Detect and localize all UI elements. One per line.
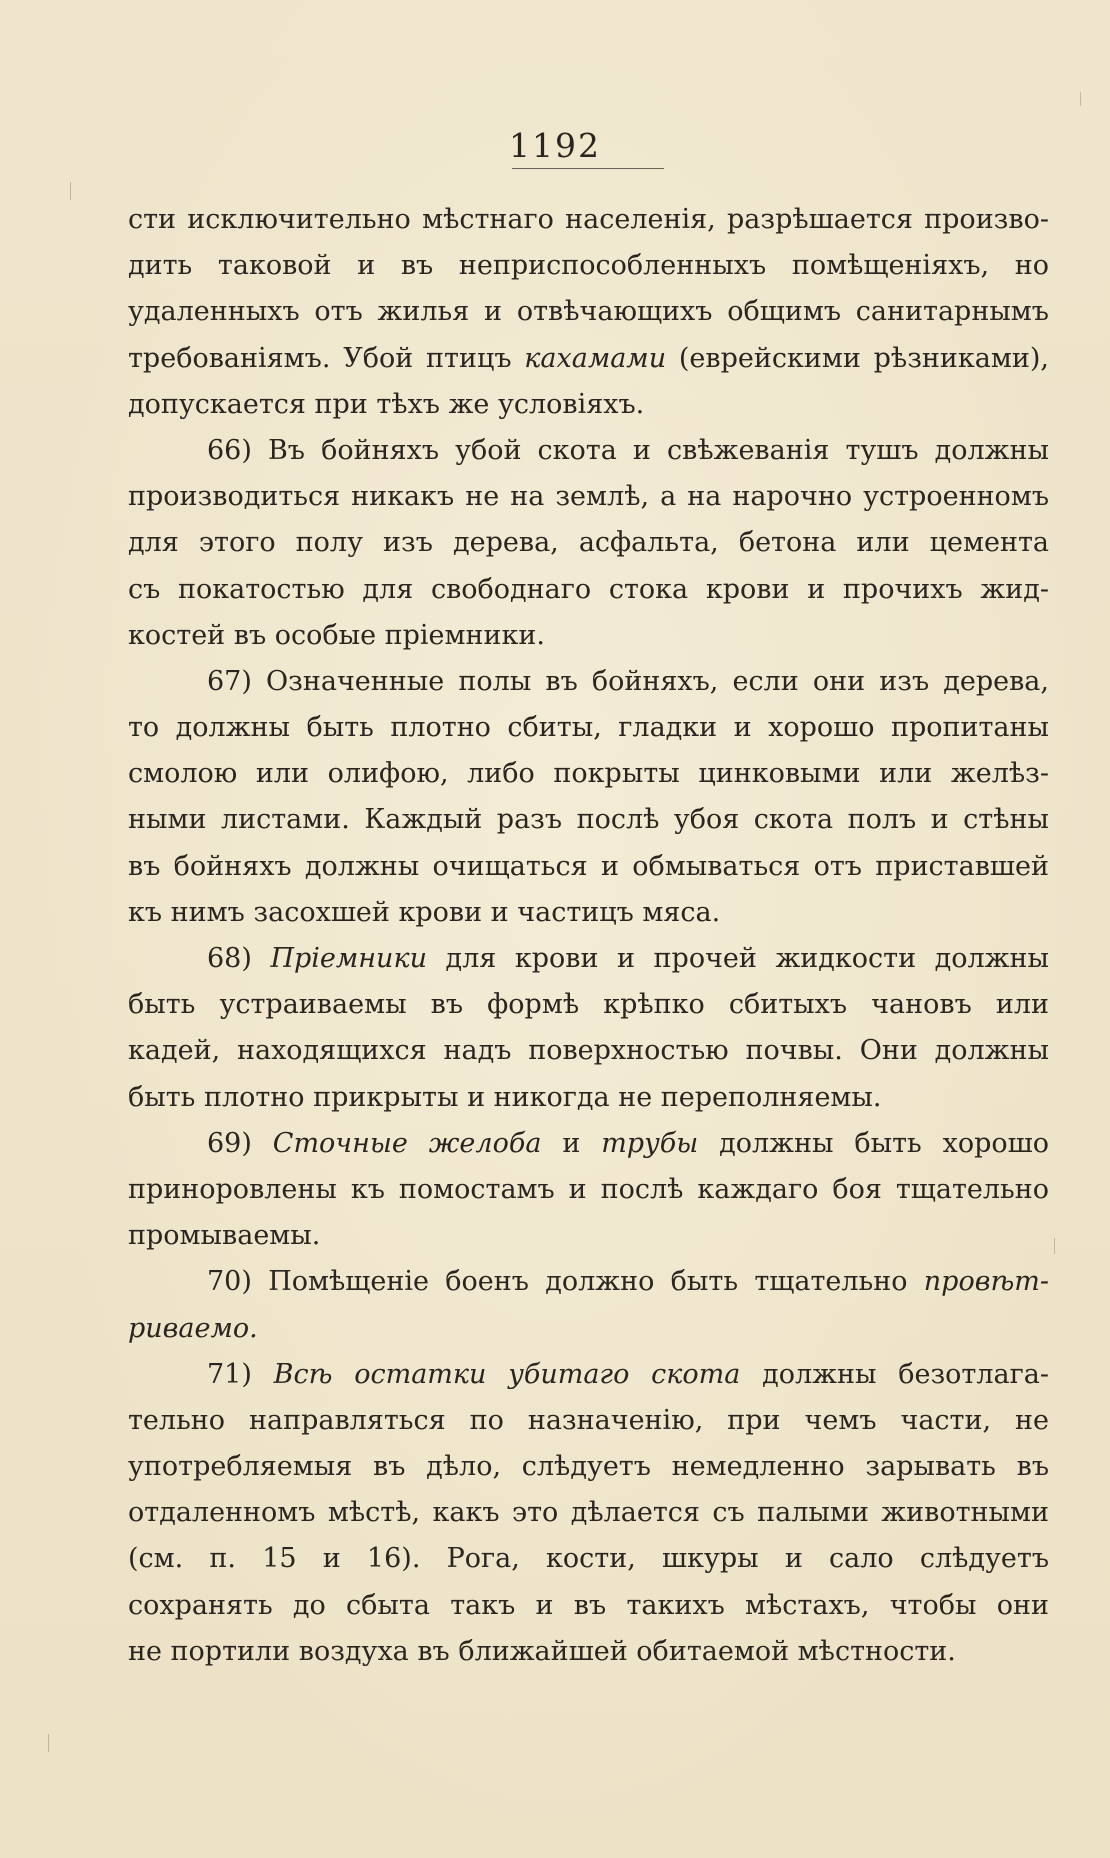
text-segment: тельно направляться по назначенію, при чемъ части, не [128,1404,1049,1436]
text-line [128,659,1049,705]
text-line [128,243,1049,289]
text-segment: 70) Помѣщеніе боенъ должно быть тщательно [207,1266,924,1298]
text-segment: сохранять до сбыта такъ и въ такихъ мѣстахъ, чтобы они [128,1589,1049,1621]
text-line [128,1490,1049,1536]
text-segment: 71) [207,1358,274,1390]
text-line [128,844,1049,890]
text-line [128,289,1049,335]
text-segment: быть устраиваемы въ формѣ крѣпко сбитыхъ чановъ или [128,989,1049,1021]
text-segment: удаленныхъ отъ жилья и отвѣчающихъ общимъ санитарнымъ [128,296,1049,328]
text-segment: смолою или олифою, либо покрыты цинковыми или желѣз- [128,758,1049,790]
text-line [128,936,1049,982]
italic-text: Сточные желоба [272,1127,542,1159]
text-segment: къ нимъ засохшей крови и частицъ мяса. [128,896,721,928]
text-segment: то должны быть плотно сбиты, гладки и хорошо пропитаны [128,712,1049,744]
page-number: 1192 [509,126,601,165]
text-line [128,1259,1049,1305]
text-segment: должны быть хорошо [698,1127,1049,1159]
text-line [128,474,1049,520]
text-segment: для крови и прочей жидкости должны [426,943,1049,974]
text-segment: костей въ особые пріемники. [128,619,545,651]
text-segment: употребляемыя въ дѣло, слѣдуетъ немедленно зарывать въ [128,1451,1049,1483]
text-segment: не портили воздуха въ ближайшей обитаемой мѣстности. [128,1635,956,1667]
italic-text: риваемо. [128,1312,258,1344]
text-line [128,1213,1049,1259]
text-line [128,1629,1049,1675]
text-segment: приноровлены къ помостамъ и послѣ каждаго боя тщательно [128,1173,1049,1205]
text-line [128,890,1049,936]
text-line [128,1398,1049,1444]
text-line [128,613,1049,659]
italic-text: трубы [601,1127,699,1159]
paper-mark [48,1734,49,1752]
text-segment: для этого полу изъ дерева, асфальта, бетона или цемента [128,527,1049,559]
italic-text: Всѣ остатки убитаго скота [273,1358,741,1390]
text-line [128,197,1049,243]
text-segment: быть плотно прикрыты и никогда не переполняемы. [128,1081,882,1113]
text-line [128,1583,1049,1629]
text-segment: въ бойняхъ должны очищаться и обмываться отъ приставшей [128,850,1049,882]
text-line [128,751,1049,797]
text-line [128,567,1049,613]
text-segment: (см. п. 15 и 16). Рога, кости, шкуры и сало слѣдуетъ [128,1543,1049,1575]
text-line [128,982,1049,1028]
text-segment: 67) Означенные полы въ бойняхъ, если они изъ дерева, [207,665,1049,697]
text-segment: промываемы. [128,1220,321,1252]
paper-mark [1080,92,1081,106]
paper-mark [70,182,71,200]
text-segment: 69) [207,1127,273,1159]
header-rule [512,168,664,169]
text-segment: производиться никакъ не на землѣ, а на нарочно устроенномъ [128,481,1049,513]
text-line [128,797,1049,843]
text-segment: дить таковой и въ неприспособленныхъ помѣщеніяхъ, но [128,250,1049,282]
italic-text: кахамами [524,342,667,374]
text-line [128,1352,1049,1398]
text-line [128,1167,1049,1213]
text-line [128,1028,1049,1074]
text-segment: кадей, находящихся надъ поверхностью почвы. Они должны [128,1035,1049,1067]
text-segment: должны безотлага- [740,1358,1049,1390]
text-segment: требованіямъ. Убой птицъ [128,342,525,374]
text-segment: и [541,1127,602,1159]
text-segment: допускается при тѣхъ же условіяхъ. [128,388,645,420]
paper-mark [1054,1238,1055,1254]
text-line [128,1536,1049,1582]
text-line [128,520,1049,566]
text-line [128,1444,1049,1490]
text-segment: сти исключительно мѣстнаго населенія, разрѣшается произво- [128,204,1049,235]
text-segment: 68) [207,943,271,974]
text-line [128,705,1049,751]
italic-text: провѣт- [923,1266,1049,1298]
text-segment: отдаленномъ мѣстѣ, какъ это дѣлается съ палыми животными [128,1497,1049,1529]
text-line [128,1075,1049,1121]
text-segment: ными листами. Каждый разъ послѣ убоя скота полъ и стѣны [128,804,1049,836]
text-segment: съ покатостью для свободнаго стока крови и прочихъ жид- [128,573,1049,605]
text-line [128,428,1049,474]
italic-text: Пріемники [270,943,427,974]
body-text [128,197,1049,1675]
text-line [128,382,1049,428]
text-line [128,1121,1049,1167]
text-segment: (еврейскими рѣзниками), [666,342,1049,374]
text-line [128,336,1049,382]
text-segment: 66) Въ бойняхъ убой скота и свѣжеванія тушъ должны [207,434,1049,466]
text-line [128,1306,1049,1352]
